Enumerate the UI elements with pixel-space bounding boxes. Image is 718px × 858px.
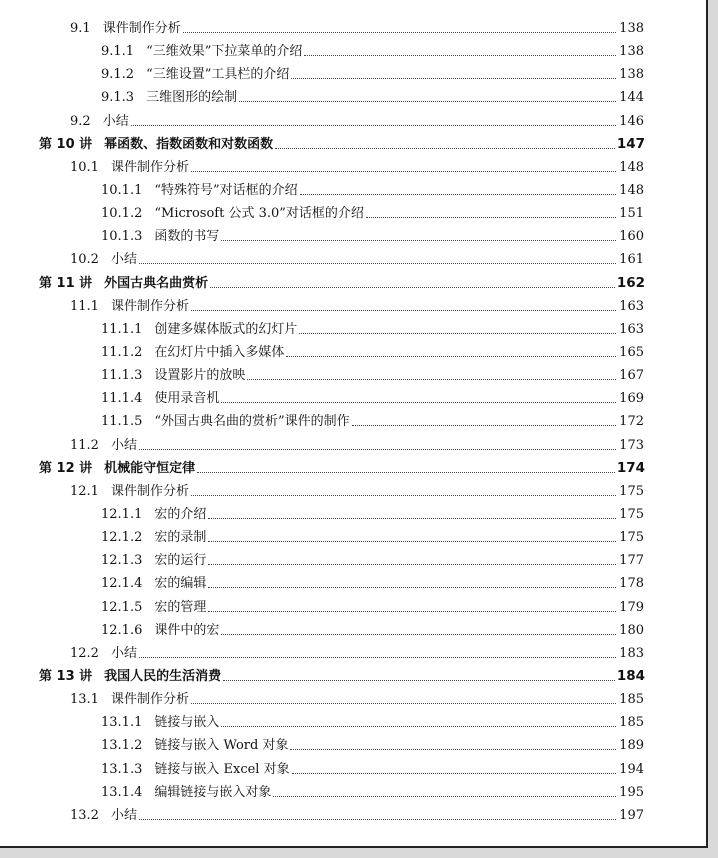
dot-leader <box>139 819 616 820</box>
toc-entry[interactable] <box>0 619 708 642</box>
toc-entry-page: 165 <box>619 344 644 360</box>
toc-entry-number: 10.1.2 <box>101 206 143 222</box>
toc-entry-page: 175 <box>619 483 644 499</box>
toc-entry-number: 12.1.3 <box>101 553 143 569</box>
toc-entry-title: 小结 <box>110 252 137 268</box>
toc-entry-title: 幂函数、指数函数和对数函数 <box>104 136 274 152</box>
toc-entry-number: 13.2 <box>70 807 99 823</box>
toc-entry-page: 172 <box>619 414 644 430</box>
toc-entry[interactable] <box>0 434 708 457</box>
toc-entry-page: 183 <box>619 645 644 661</box>
toc-entry-number: 11.1.4 <box>101 391 143 407</box>
dot-leader <box>139 449 616 450</box>
toc-entry[interactable] <box>0 804 708 827</box>
toc-entry-number: 9.1.2 <box>101 67 135 83</box>
toc-entry-page: 162 <box>616 274 645 291</box>
toc-entry[interactable] <box>0 272 708 295</box>
toc-entry-number: 第 10 讲 <box>39 136 93 152</box>
toc-entry-number: 12.1.6 <box>101 622 143 638</box>
dot-leader <box>292 773 616 774</box>
toc-entry-page: 185 <box>619 715 644 731</box>
toc-entry-page: 148 <box>619 182 644 198</box>
toc-entry-number: 11.1.5 <box>101 414 143 430</box>
toc-entry-number: 12.1 <box>70 483 99 499</box>
toc-entry-title: 课件制作分析 <box>102 21 181 36</box>
dot-leader <box>273 796 616 797</box>
toc-entry-title: 设置影片的放映 <box>154 368 246 384</box>
toc-entry-page: 163 <box>619 321 644 337</box>
toc-entry[interactable] <box>0 572 708 595</box>
toc-entry-title: 小结 <box>110 807 137 823</box>
dot-leader <box>191 310 616 311</box>
toc-entry-number: 11.1.1 <box>101 321 143 337</box>
toc-entry[interactable] <box>0 758 708 781</box>
toc-entry[interactable] <box>0 248 708 271</box>
dot-leader <box>191 171 616 172</box>
toc-entry-page: 169 <box>619 391 644 407</box>
toc-entry[interactable] <box>0 596 708 619</box>
dot-leader <box>239 101 616 102</box>
toc-entry-number: 10.2 <box>70 252 99 268</box>
toc-entry-title: 课件制作分析 <box>110 692 189 708</box>
toc-entry-title: 机械能守恒定律 <box>104 460 196 476</box>
dot-leader <box>208 611 616 612</box>
viewer-right-gutter <box>708 0 718 858</box>
dot-leader <box>275 148 615 149</box>
dot-leader <box>208 587 616 588</box>
toc-entry-number: 第 13 讲 <box>39 668 93 684</box>
toc-entry[interactable] <box>0 781 708 804</box>
toc-entry-title: 宏的管理 <box>154 599 207 615</box>
toc-entry-page: 184 <box>616 667 645 684</box>
toc-entry-title: 链接与嵌入 Word 对象 <box>154 738 289 754</box>
toc-entry[interactable] <box>0 642 708 665</box>
toc-entry-number: 11.1.3 <box>101 368 143 384</box>
toc-entry-number: 10.1.3 <box>101 229 143 245</box>
toc-entry[interactable] <box>0 295 708 318</box>
toc-entry-number: 第 12 讲 <box>39 460 93 476</box>
toc-entry[interactable] <box>0 202 708 225</box>
toc-entry-number: 11.1.2 <box>101 344 143 360</box>
dot-leader <box>208 541 616 542</box>
dot-leader <box>139 657 616 658</box>
dot-leader <box>221 402 616 403</box>
toc-entry-page: 167 <box>619 368 644 384</box>
toc-entry-page: 178 <box>619 576 644 592</box>
dot-leader <box>221 634 616 635</box>
toc-entry[interactable] <box>0 457 708 480</box>
toc-entry-page: 144 <box>619 90 644 106</box>
toc-entry-number: 13.1.2 <box>101 738 143 754</box>
toc-entry-page: 189 <box>619 738 644 754</box>
toc-entry-page: 195 <box>619 784 644 800</box>
toc-entry-page: 179 <box>619 599 644 615</box>
toc-entry-title: 我国人民的生活消费 <box>104 668 222 684</box>
toc-entry-number: 13.1.4 <box>101 784 143 800</box>
toc-entry-title: 课件制作分析 <box>110 298 189 314</box>
toc-entry-title: “外国古典名曲的赏析”课件的制作 <box>154 414 350 430</box>
toc-entry[interactable] <box>0 225 708 248</box>
toc-entry-title: 宏的介绍 <box>154 506 207 522</box>
toc-entry[interactable] <box>0 734 708 757</box>
toc-entry-title: 在幻灯片中插入多媒体 <box>154 344 285 360</box>
toc-entry[interactable] <box>0 17 708 40</box>
toc-entry-title: 外国古典名曲赏析 <box>104 275 209 291</box>
toc-entry-page: 138 <box>619 44 644 60</box>
toc-entry-page: 174 <box>616 459 645 476</box>
toc-entry[interactable] <box>0 156 708 179</box>
dot-leader <box>247 379 616 380</box>
toc-entry-title: 宏的运行 <box>154 553 207 569</box>
toc-entry-title: “Microsoft 公式 3.0”对话框的介绍 <box>154 206 364 222</box>
toc-entry[interactable] <box>0 133 708 156</box>
toc-entry[interactable] <box>0 318 708 341</box>
dot-leader <box>221 240 616 241</box>
dot-leader <box>290 749 616 750</box>
dot-leader <box>210 287 615 288</box>
toc-entry-number: 9.1.1 <box>101 44 135 60</box>
toc-entry-number: 9.1 <box>70 21 91 36</box>
toc-entry[interactable] <box>0 341 708 364</box>
toc-entry-number: 13.1.1 <box>101 715 143 731</box>
table-of-contents <box>0 17 708 827</box>
toc-entry-title: 课件中的宏 <box>154 622 220 638</box>
toc-entry-number: 9.1.3 <box>101 90 135 106</box>
toc-entry-page: 197 <box>619 807 644 823</box>
toc-entry-number: 13.1 <box>70 692 99 708</box>
toc-entry[interactable] <box>0 110 708 133</box>
toc-entry-title: 小结 <box>110 645 137 661</box>
toc-entry-number: 9.2 <box>70 113 91 129</box>
toc-entry-number: 13.1.3 <box>101 761 143 777</box>
toc-entry-title: 链接与嵌入 Excel 对象 <box>154 761 290 777</box>
dot-leader <box>352 425 616 426</box>
toc-entry-page: 185 <box>619 692 644 708</box>
dot-leader <box>291 78 616 79</box>
toc-entry[interactable] <box>0 364 708 387</box>
toc-entry-number: 10.1 <box>70 159 99 175</box>
toc-entry-page: 138 <box>619 67 644 83</box>
toc-entry-number: 12.1.1 <box>101 506 143 522</box>
toc-entry-page: 175 <box>619 506 644 522</box>
dot-leader <box>139 263 616 264</box>
toc-entry-title: 宏的录制 <box>154 530 207 546</box>
dot-leader <box>304 55 616 56</box>
toc-entry-page: 163 <box>619 298 644 314</box>
toc-entry-title: 函数的书写 <box>154 229 220 245</box>
toc-entry-page: 194 <box>619 761 644 777</box>
toc-entry[interactable] <box>0 480 708 503</box>
toc-entry-number: 12.1.4 <box>101 576 143 592</box>
dot-leader <box>197 472 615 473</box>
dot-leader <box>131 125 616 126</box>
toc-entry-title: 编辑链接与嵌入对象 <box>154 784 272 800</box>
dot-leader <box>366 217 616 218</box>
toc-entry-number: 12.2 <box>70 645 99 661</box>
toc-entry-page: 173 <box>619 437 644 453</box>
toc-entry[interactable] <box>0 86 708 109</box>
dot-leader <box>299 333 616 334</box>
toc-entry-number: 11.2 <box>70 437 99 453</box>
toc-entry-page: 151 <box>619 206 644 222</box>
toc-entry-number: 12.1.2 <box>101 530 143 546</box>
toc-entry-page: 177 <box>619 553 644 569</box>
toc-entry-title: 课件制作分析 <box>110 159 189 175</box>
viewer-bottom-gutter <box>0 848 718 858</box>
toc-entry-title: 创建多媒体版式的幻灯片 <box>154 321 298 337</box>
toc-entry-number: 12.1.5 <box>101 599 143 615</box>
toc-entry-page: 138 <box>619 21 644 36</box>
dot-leader <box>221 726 616 727</box>
toc-entry[interactable] <box>0 40 708 63</box>
toc-entry[interactable] <box>0 711 708 734</box>
dot-leader <box>223 680 615 681</box>
dot-leader <box>191 495 616 496</box>
toc-entry[interactable] <box>0 526 708 549</box>
toc-entry-title: 使用录音机 <box>154 391 220 407</box>
toc-entry-number: 10.1.1 <box>101 182 143 198</box>
toc-entry-page: 160 <box>619 229 644 245</box>
toc-entry-page: 147 <box>616 135 645 152</box>
toc-entry[interactable] <box>0 688 708 711</box>
dot-leader <box>191 703 616 704</box>
toc-entry[interactable] <box>0 549 708 572</box>
toc-entry-number: 11.1 <box>70 298 99 314</box>
toc-entry-number: 第 11 讲 <box>39 275 93 291</box>
dot-leader <box>286 356 616 357</box>
dot-leader <box>183 32 616 33</box>
toc-entry-page: 161 <box>619 252 644 268</box>
toc-entry[interactable] <box>0 503 708 526</box>
toc-entry-page: 146 <box>619 113 644 129</box>
toc-entry-title: 链接与嵌入 <box>154 715 220 731</box>
toc-entry[interactable] <box>0 179 708 202</box>
toc-entry[interactable] <box>0 665 708 688</box>
toc-entry-title: 课件制作分析 <box>110 483 189 499</box>
toc-entry-title: “特殊符号”对话框的介绍 <box>154 182 298 198</box>
toc-entry-page: 180 <box>619 622 644 638</box>
toc-entry-title: 宏的编辑 <box>154 576 207 592</box>
toc-entry-title: “三维设置”工具栏的介绍 <box>146 67 290 83</box>
toc-entry-title: 小结 <box>102 113 129 129</box>
toc-entry[interactable] <box>0 387 708 410</box>
dot-leader <box>208 518 616 519</box>
toc-entry-title: 三维图形的绘制 <box>146 90 238 106</box>
toc-entry-page: 148 <box>619 159 644 175</box>
toc-entry-title: 小结 <box>110 437 137 453</box>
toc-entry-title: “三维效果”下拉菜单的介绍 <box>146 44 303 60</box>
dot-leader <box>300 194 616 195</box>
toc-entry[interactable] <box>0 63 708 86</box>
toc-entry[interactable] <box>0 410 708 433</box>
dot-leader <box>208 564 616 565</box>
toc-entry-page: 175 <box>619 530 644 546</box>
